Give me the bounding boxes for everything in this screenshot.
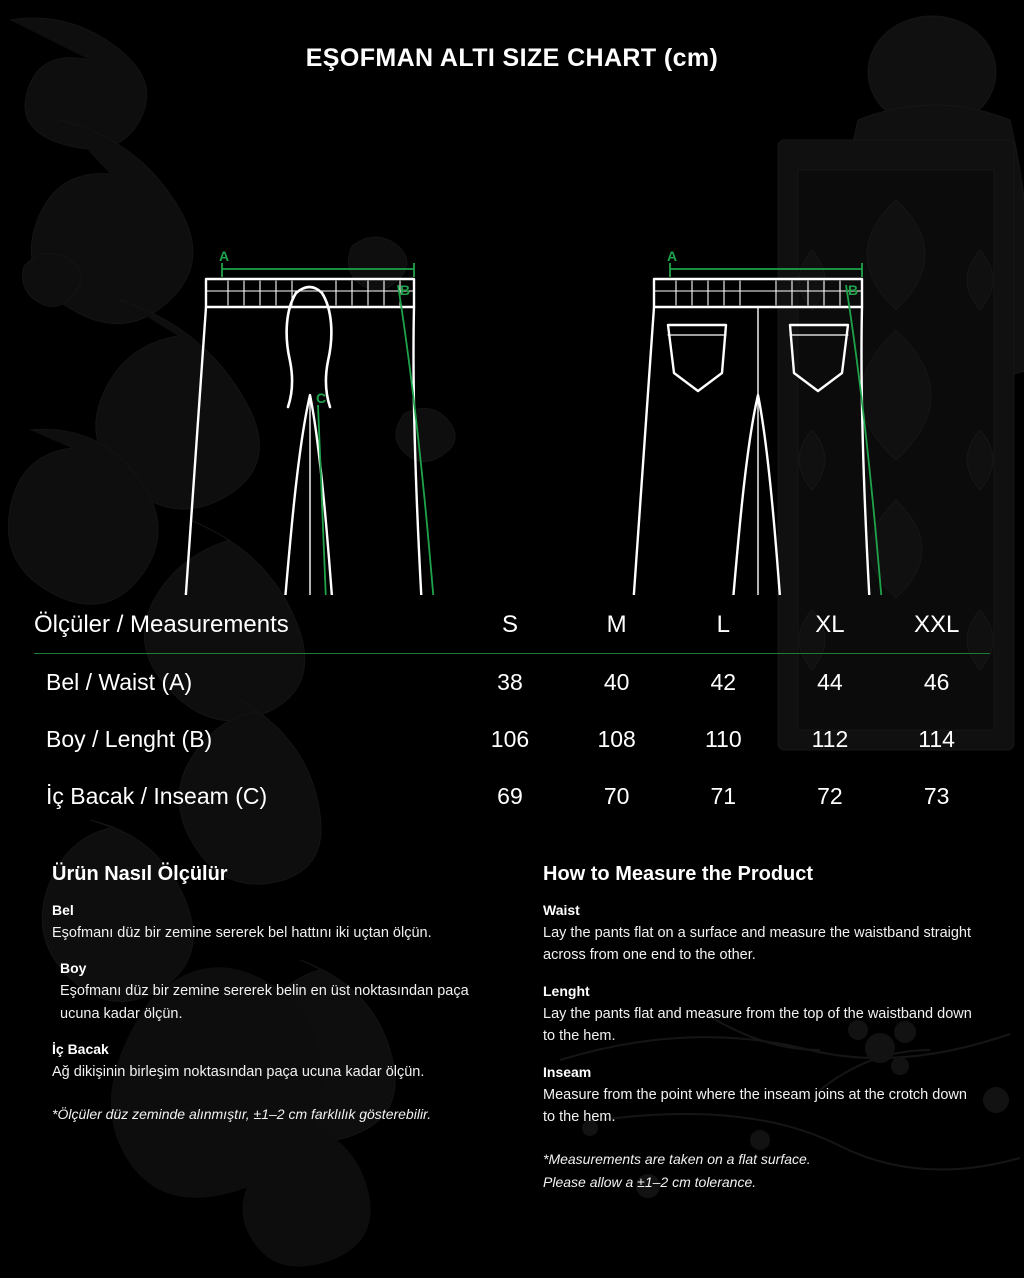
header-size-xl: XL: [815, 611, 845, 638]
cell-length-l: 110: [704, 726, 742, 752]
howto-tr-term-ic-bacak: İç Bacak: [52, 1041, 109, 1058]
howto-en-heading: How to Measure the Product: [543, 863, 814, 885]
page-title: EŞOFMAN ALTI SIZE CHART (cm): [305, 44, 719, 72]
howto-tr-term-boy: Boy: [60, 960, 87, 977]
table-header-row: [34, 603, 990, 654]
cell-length-xl: 112: [811, 726, 849, 752]
howto-en-note-line2: Please allow a ±1–2 cm tolerance.: [543, 1173, 757, 1190]
front-label-c: C: [316, 390, 327, 406]
cell-inseam-xxl: 73: [923, 783, 950, 809]
how-to-measure-section: [0, 863, 1024, 1193]
howto-tr-text-ic-bacak: Ağ dikişinin birleşim noktasından paça ucuna kadar ölçün.: [52, 1064, 425, 1081]
cell-waist-xxl: 46: [923, 669, 950, 695]
header-size-xxl: XXL: [913, 611, 960, 638]
pants-diagrams: [0, 95, 1024, 595]
row-label-length: Boy / Lenght (B): [46, 726, 213, 752]
cell-length-s: 106: [490, 726, 530, 752]
back-label-b: B: [848, 282, 859, 298]
table-row: [34, 711, 990, 768]
table-row: [34, 654, 990, 712]
how-to-measure-tr: [52, 863, 481, 1193]
howto-tr-text-bel: Eşofmanı düz bir zemine sererek bel hattını iki uçtan ölçün.: [52, 925, 432, 941]
cell-inseam-s: 69: [497, 783, 523, 809]
size-chart-table: [34, 603, 990, 825]
cell-length-m: 108: [597, 726, 636, 752]
cell-length-xxl: 114: [918, 726, 955, 752]
how-to-measure-en: [543, 863, 972, 1193]
header-size-l: L: [716, 611, 730, 638]
table-body: [34, 654, 990, 826]
table-row: [34, 768, 990, 825]
cell-waist-l: 42: [710, 669, 737, 695]
front-label-a: A: [219, 248, 230, 264]
size-table-wrapper: [34, 603, 990, 825]
cell-inseam-l: 71: [710, 783, 737, 809]
howto-tr-term-bel: Bel: [52, 902, 74, 918]
header-size-s: S: [501, 611, 518, 638]
cell-waist-s: 38: [497, 669, 523, 695]
back-label-a: A: [667, 248, 678, 264]
cell-waist-m: 40: [603, 669, 630, 695]
howto-en-text-waist: Lay the pants flat on a surface and measure the waistband straight across from one end to the other.: [543, 925, 972, 964]
howto-en-note-line1: *Measurements are taken on a flat surface.: [543, 1150, 811, 1167]
howto-en-term-waist: Waist: [543, 902, 580, 918]
cell-waist-xl: 44: [817, 669, 843, 695]
header-measurements: Ölçüler / Measurements: [34, 611, 289, 638]
header-size-m: M: [606, 611, 627, 638]
howto-en-text-inseam: Measure from the point where the inseam joins at the crotch down to the hem.: [543, 1086, 967, 1126]
table-head: [34, 603, 990, 654]
howto-tr-heading: Ürün Nasıl Ölçülür: [52, 863, 228, 885]
front-label-b: B: [400, 282, 411, 298]
howto-en-term-inseam: Inseam: [543, 1063, 592, 1080]
row-label-waist: Bel / Waist (A): [46, 669, 193, 695]
cell-inseam-m: 70: [603, 783, 630, 809]
row-label-inseam: İç Bacak / Inseam (C): [46, 783, 268, 809]
howto-tr-note: *Ölçüler düz zeminde alınmıştır, ±1–2 cm farklılık gösterebilir.: [52, 1105, 432, 1122]
howto-en-text-length: Lay the pants flat and measure from the top of the waistband down to the hem.: [543, 1005, 972, 1045]
howto-tr-text-boy: Eşofmanı düz bir zemine sererek belin en üst noktasından paça ucuna kadar ölçün.: [60, 983, 469, 1022]
howto-en-term-length: Lenght: [543, 982, 590, 999]
cell-inseam-xl: 72: [817, 783, 843, 809]
